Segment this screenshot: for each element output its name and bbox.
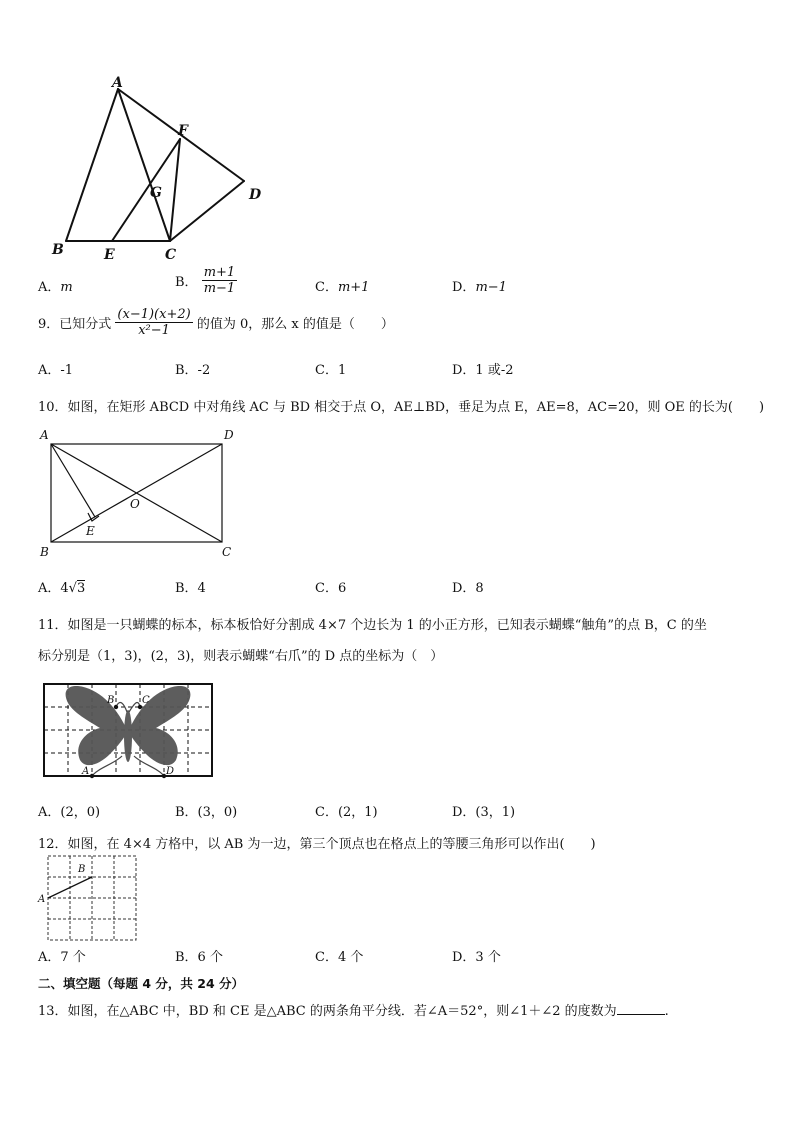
q10-label-B: B	[40, 545, 49, 559]
butterfly-silhouette	[66, 686, 191, 765]
q10-label-D: D	[224, 428, 234, 442]
question-11-line2: 标分别是（1，3)，(2，3)，则表示蝴蝶“右爪”的 D 点的坐标为（ ）	[38, 649, 444, 664]
q8-figure	[40, 75, 280, 265]
section-2-title: 二、填空题（每题 4 分，共 24 分）	[38, 976, 245, 991]
q11-option-d: D．(3，1)	[452, 805, 516, 820]
q10-option-b: B．4	[175, 581, 206, 596]
q11-butterfly-figure	[38, 676, 218, 782]
q10-option-a: A．4√3	[38, 581, 86, 596]
q8-label-D: D	[249, 187, 262, 203]
q9-option-c: C．1	[315, 363, 347, 378]
q11-label-B: B	[107, 695, 115, 706]
q8-label-B: B	[52, 242, 64, 258]
q10-label-A: A	[40, 428, 49, 442]
q10-label-O: O	[130, 497, 140, 511]
q8-option-d: D．m−1	[452, 280, 507, 295]
q10-option-c: C．6	[315, 581, 347, 596]
q10-option-d: D．8	[452, 581, 484, 596]
question-9: 9．已知分式 $\frac{(x-1)(x+2)}{\text{x²−1}}$ 的值为 0，那么 x 的值是（ ）	[38, 307, 394, 338]
q12-label-A: A	[38, 894, 46, 905]
q9-option-a: A．-1	[38, 363, 74, 378]
q8-label-E: E	[104, 247, 115, 263]
q12-option-c: C．4 个	[315, 950, 364, 965]
q11-option-b: B．(3，0)	[175, 805, 238, 820]
answer-blank[interactable]	[617, 1002, 665, 1015]
q12-grid-figure	[36, 852, 140, 944]
q9-option-d: D．1 或-2	[452, 363, 514, 378]
q11-label-C: C	[142, 695, 150, 706]
question-12: 12．如图，在 4×4 方格中，以 AB 为一边，第三个顶点也在格点上的等腰三角形可以作出( )	[38, 837, 596, 852]
sqrt-symbol: √	[68, 581, 77, 596]
q9-option-b: B．-2	[175, 363, 211, 378]
q10-label-C: C	[222, 545, 232, 559]
q8-option-a: A．m	[38, 280, 73, 295]
q8-label-F: F	[178, 123, 188, 139]
q10-figure	[36, 425, 246, 565]
q11-option-c: C．(2，1)	[315, 805, 378, 820]
q12-option-b: B．6 个	[175, 950, 223, 965]
question-11-line1: 11．如图是一只蝴蝶的标本，标本板恰好分割成 4×7 个边长为 1 的小正方形，已知表示蝴蝶“触角”的点 B，C 的坐	[38, 618, 707, 633]
q8-option-c: C．m+1	[315, 280, 370, 295]
q8-label-G: G	[150, 185, 162, 201]
q12-option-d: D．3 个	[452, 950, 501, 965]
q8-option-b: B． $\frac{m+1}{m-1}$	[175, 265, 236, 296]
q11-option-a: A．(2，0)	[38, 805, 101, 820]
q10-label-E: E	[86, 524, 95, 538]
q9-fraction: $\frac{(x-1)(x+2)}{\text{x²−1}}$	[117, 307, 191, 338]
q12-label-B: B	[78, 864, 86, 875]
q8-label-A: A	[112, 75, 123, 91]
q11-label-A: A	[82, 766, 90, 777]
q8-label-C: C	[165, 247, 177, 263]
question-13: 13．如图，在△ABC 中，BD 和 CE 是△ABC 的两条角平分线．若∠A＝52°，则∠1＋∠2 的度数为 .	[38, 1004, 669, 1019]
question-10: 10．如图，在矩形 ABCD 中对角线 AC 与 BD 相交于点 O，AE⊥BD，垂足为点 E，AE=8，AC=20，则 OE 的长为( )	[38, 400, 765, 415]
q11-label-D: D	[166, 766, 175, 777]
q8-option-b-fraction: $\frac{m+1}{m-1}$	[203, 265, 236, 296]
q12-option-a: A．7 个	[38, 950, 86, 965]
